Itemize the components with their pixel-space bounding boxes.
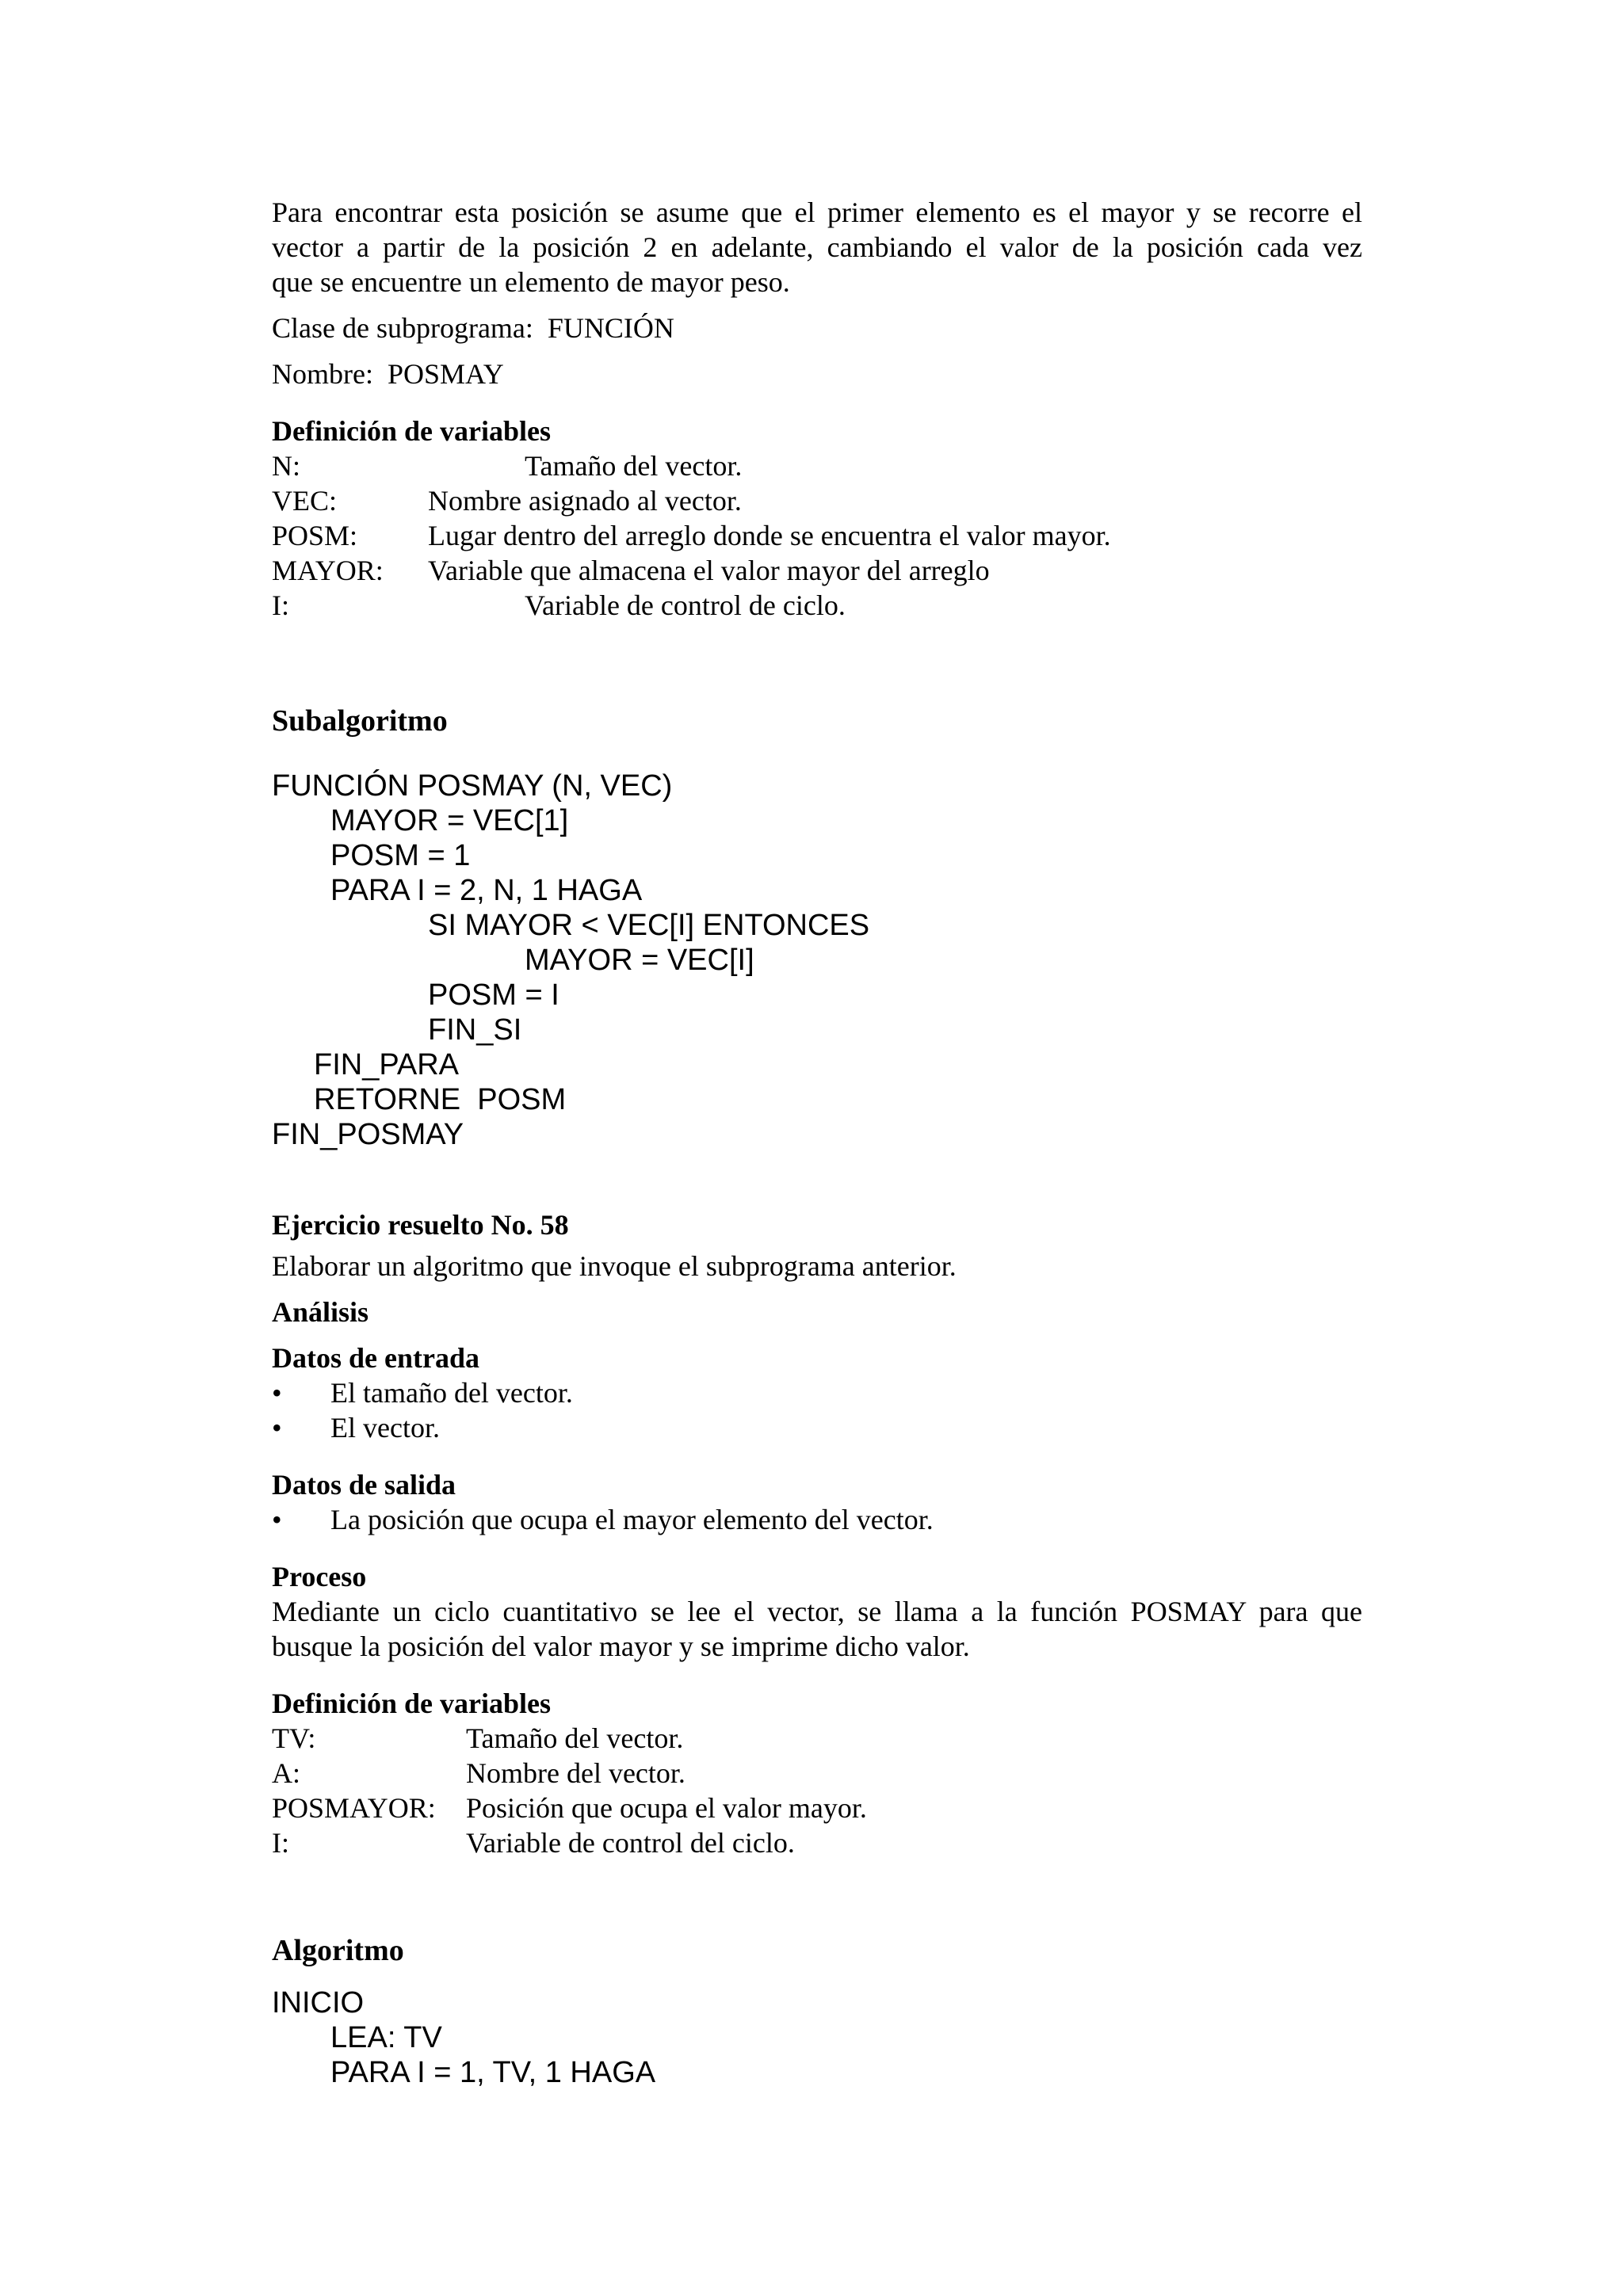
variable-description: Posición que ocupa el valor mayor. (466, 1792, 867, 1824)
code-line: FIN_PARA (314, 1048, 460, 1081)
code-line: LEA: TV (330, 2021, 442, 2054)
variable-name: N: (272, 450, 300, 482)
list-item: El tamaño del vector. (330, 1377, 573, 1409)
code-line: SI MAYOR < VEC[I] ENTONCES (428, 909, 870, 942)
code-line: PARA I = 2, N, 1 HAGA (330, 874, 643, 907)
variable-description: Variable de control del ciclo. (466, 1827, 795, 1859)
paragraph-line: Mediante un ciclo cuantitativo se lee el vector, se llama a la función POSMAY para que (272, 1596, 1362, 1627)
variable-name: TV: (272, 1722, 316, 1754)
variable-name: MAYOR: (272, 555, 384, 586)
code-line: RETORNE POSM (314, 1083, 567, 1116)
variable-name: I: (272, 1827, 289, 1859)
exercise-heading: Ejercicio resuelto No. 58 (272, 1209, 569, 1241)
list-item: El vector. (330, 1412, 440, 1444)
variable-description: Variable que almacena el valor mayor del arreglo (428, 555, 990, 586)
variable-description: Tamaño del vector. (525, 450, 743, 482)
variable-name: POSM: (272, 520, 358, 551)
analysis-heading: Análisis (272, 1296, 369, 1328)
paragraph-line: Para encontrar esta posición se asume que el primer elemento es el mayor y se recorre el (272, 196, 1362, 228)
input-data-heading: Datos de entrada (272, 1342, 479, 1374)
process-heading: Proceso (272, 1561, 367, 1592)
variable-description: Nombre asignado al vector. (428, 485, 742, 517)
code-line: MAYOR = VEC[I] (525, 944, 754, 977)
exercise-statement: Elaborar un algoritmo que invoque el subprograma anterior. (272, 1250, 957, 1282)
variable-description: Variable de control de ciclo. (525, 589, 846, 621)
variable-name: I: (272, 589, 289, 621)
subprogram-name: Nombre: POSMAY (272, 358, 504, 390)
bullet: • (272, 1504, 282, 1535)
subprogram-class: Clase de subprograma: FUNCIÓN (272, 312, 674, 344)
list-item: La posición que ocupa el mayor elemento del vector. (330, 1504, 934, 1535)
variable-description: Tamaño del vector. (466, 1722, 684, 1754)
variable-description: Nombre del vector. (466, 1757, 685, 1789)
bullet: • (272, 1377, 282, 1409)
algorithm-heading: Algoritmo (272, 1934, 404, 1967)
bullet: • (272, 1412, 282, 1444)
output-data-heading: Datos de salida (272, 1469, 456, 1501)
code-line: POSM = I (428, 978, 559, 1012)
code-line: INICIO (272, 1986, 365, 2019)
code-line: FUNCIÓN POSMAY (N, VEC) (272, 769, 673, 803)
code-line: PARA I = 1, TV, 1 HAGA (330, 2056, 656, 2089)
variable-name: A: (272, 1757, 300, 1789)
code-line: MAYOR = VEC[1] (330, 804, 569, 837)
paragraph-line: busque la posición del valor mayor y se imprime dicho valor. (272, 1630, 970, 1662)
subalgorithm-heading: Subalgoritmo (272, 704, 448, 738)
code-line: POSM = 1 (330, 839, 471, 872)
variable-name: VEC: (272, 485, 338, 517)
code-line: FIN_POSMAY (272, 1118, 464, 1151)
paragraph-line: vector a partir de la posición 2 en adelante, cambiando el valor de la posición cada vez (272, 231, 1362, 263)
paragraph-line: que se encuentre un elemento de mayor peso. (272, 266, 790, 298)
section-heading: Definición de variables (272, 415, 551, 447)
section-heading: Definición de variables (272, 1688, 551, 1719)
code-line: FIN_SI (428, 1013, 522, 1047)
variable-description: Lugar dentro del arreglo donde se encuentra el valor mayor. (428, 520, 1111, 551)
variable-name: POSMAYOR: (272, 1792, 436, 1824)
